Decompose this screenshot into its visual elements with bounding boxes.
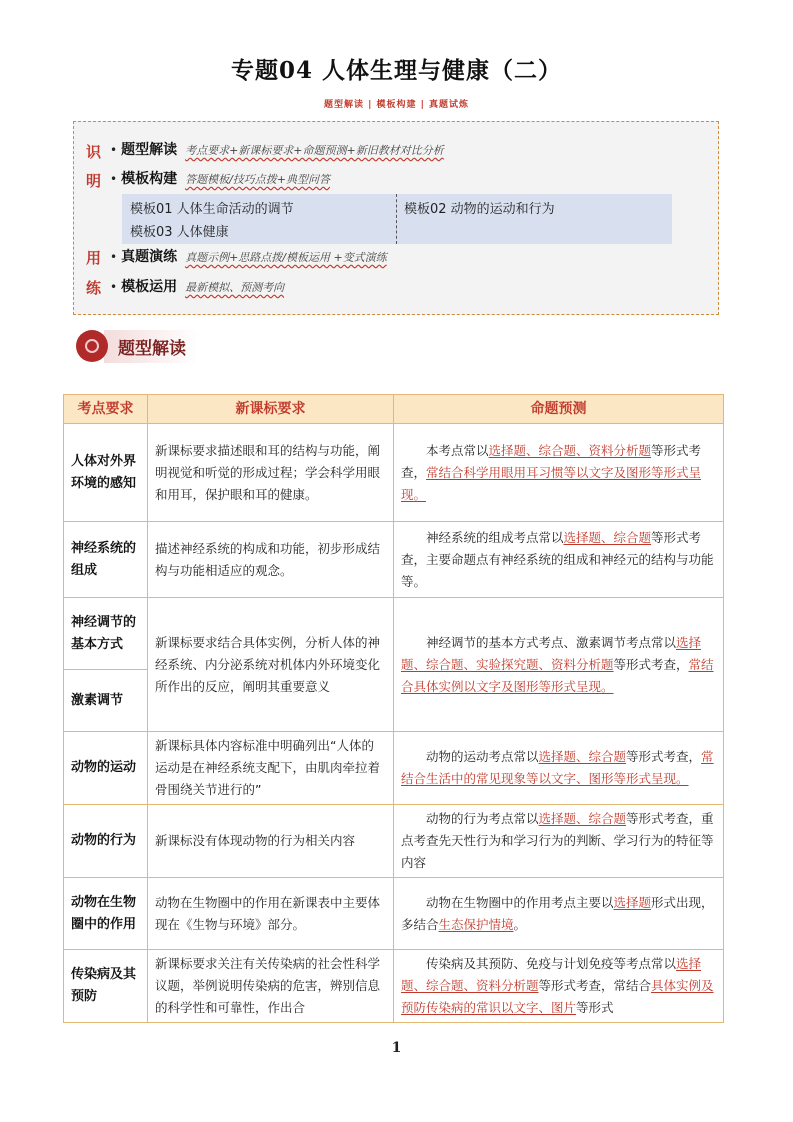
topic-cell: 激素调节 [64, 670, 148, 732]
table-row [64, 598, 724, 670]
prediction-cell [394, 878, 724, 950]
header-cell: 考点要求 [64, 395, 148, 424]
prediction-text: 等形式考查，主要命题点有神经系统的组成和神经元的结构与功能等。 [401, 529, 714, 589]
row-desc: 最新模拟、预测考向 [185, 281, 285, 294]
topic-cell: 动物的行为 [64, 805, 148, 878]
overview-row-3 [110, 246, 387, 266]
table-row [64, 732, 724, 805]
table-row [64, 522, 724, 598]
row-label: 真题演练 [121, 249, 178, 265]
bullet-icon: • [110, 143, 118, 157]
table-row [64, 878, 724, 950]
prediction-text: 等形式考查， [613, 656, 689, 672]
row-desc: 答题模板/技巧点拨+典型问答 [185, 173, 331, 186]
page-number: 1 [391, 1040, 402, 1056]
topic-cell: 神经系统的组成 [64, 522, 148, 598]
bullet-icon: • [110, 172, 118, 186]
prediction-text: 动物的运动考点常以 [426, 749, 539, 764]
highlight-text: 选择题、综合题、资料分析题 [401, 956, 702, 993]
side-char-1: 识 [86, 143, 102, 161]
requirement-cell: 动物在生物圈中的作用在新课表中主要体现在《生物与环境》部分。 [148, 878, 394, 950]
prediction-cell [394, 522, 724, 598]
row-label: 模板构建 [121, 171, 178, 187]
prediction-cell [394, 805, 724, 878]
topic-cell: 动物在生物圈中的作用 [64, 878, 148, 950]
highlight-text: 选择题 [613, 894, 652, 910]
highlight-text: 选择题、综合题 [563, 529, 652, 545]
prediction-cell [394, 950, 724, 1023]
table-header-row [64, 395, 724, 424]
topic-table [63, 394, 724, 1023]
template-item-1: 模板01 人体生命活动的调节 [130, 202, 294, 217]
prediction-text: 形式出现，多结合 [401, 894, 714, 932]
prediction-text: 动物的行为考点常以 [426, 811, 539, 826]
highlight-text: 常结合科学用眼用耳习惯等以文字及图形等形式呈现。 [401, 464, 702, 502]
section-banner-label: 题型解读 [104, 330, 198, 363]
prediction-text: 神经调节的基本方式考点、激素调节考点常以 [426, 634, 677, 650]
prediction-text: 动物在生物圈中的作用考点主要以 [426, 894, 614, 910]
overview-row-1 [110, 139, 444, 159]
table-row [64, 424, 724, 522]
prediction-cell [394, 424, 724, 522]
side-char-4: 练 [86, 279, 102, 297]
side-char-3: 用 [86, 249, 102, 267]
prediction-text: 等形式 [576, 1000, 614, 1015]
prediction-text: 神经系统的组成考点常以 [426, 529, 564, 545]
highlight-text: 具体实例及预防传染病的常识以文字、图片 [401, 978, 714, 1015]
prediction-text: 本考点常以 [426, 442, 489, 458]
overview-row-2 [110, 168, 330, 188]
template-item-3: 模板03 人体健康 [130, 225, 229, 240]
row-desc: 真题示例+思路点拨/模板运用 +变式演练 [185, 251, 387, 264]
header-cell: 命题预测 [394, 395, 724, 424]
prediction-text: 。 [513, 916, 527, 932]
highlight-text: 常结合生活中的常见现象等以文字、图形等形式呈现。 [401, 749, 714, 786]
requirement-cell: 新课标要求关注有关传染病的社会性科学议题，举例说明传染病的危害，辨别信息的科学性和可靠性，作出合 [148, 950, 394, 1023]
side-char-2: 明 [86, 172, 102, 190]
prediction-text: 等形式考查， [401, 442, 702, 480]
row-label: 题型解读 [121, 142, 178, 158]
requirement-cell: 新课标具体内容标准中明确列出“人体的运动是在神经系统支配下，由肌肉牵拉着骨围绕关节进行的” [148, 732, 394, 805]
highlight-text: 选择题、综合题、资料分析题 [488, 442, 652, 458]
row-desc: 考点要求+新课标要求+命题预测+新旧教材对比分析 [185, 144, 444, 157]
template-divider [396, 194, 397, 244]
highlight-text: 选择题、综合题、实验探究题、资料分析题 [401, 634, 702, 672]
page-title: 专题04 人体生理与健康（二） [230, 57, 562, 84]
row-label: 模板运用 [121, 279, 178, 295]
topic-cell: 传染病及其预防 [64, 950, 148, 1023]
prediction-text: 等形式考查，常结合 [538, 978, 652, 993]
page-subtitle: 题型解读 | 模板构建 | 真题试炼 [323, 100, 470, 110]
topic-cell: 动物的运动 [64, 732, 148, 805]
prediction-text: 等形式考查， [626, 749, 702, 764]
requirement-cell: 描述神经系统的构成和功能，初步形成结构与功能相适应的观念。 [148, 522, 394, 598]
topic-cell: 人体对外界环境的感知 [64, 424, 148, 522]
highlight-text: 常结合具体实例以文字及图形等形式呈现。 [401, 656, 714, 694]
requirement-cell: 新课标要求结合具体实例，分析人体的神经系统、内分泌系统对机体内外环境变化所作出的反应，阐明其重要意义 [148, 598, 394, 732]
prediction-cell [394, 732, 724, 805]
highlight-text: 选择题、综合题 [538, 811, 627, 826]
prediction-text: 等形式考查，重点考查先天性行为和学习行为的判断、学习行为的特征等内容 [401, 811, 714, 870]
requirement-cell: 新课标没有体现动物的行为相关内容 [148, 805, 394, 878]
overview-box [73, 121, 719, 315]
badge-icon [76, 330, 108, 362]
prediction-cell [394, 598, 724, 732]
table-row [64, 950, 724, 1023]
template-list [122, 194, 672, 244]
topic-cell: 神经调节的基本方式 [64, 598, 148, 670]
highlight-text: 选择题、综合题 [538, 749, 627, 764]
section-banner [76, 328, 198, 364]
bullet-icon: • [110, 280, 118, 294]
requirement-cell: 新课标要求描述眼和耳的结构与功能，阐明视觉和听觉的形成过程；学会科学用眼和用耳，保护眼和耳的健康。 [148, 424, 394, 522]
bullet-icon: • [110, 250, 118, 264]
table-row [64, 805, 724, 878]
highlight-text: 生态保护情境 [438, 916, 514, 932]
template-item-2: 模板02 动物的运动和行为 [404, 202, 555, 217]
overview-row-4 [110, 276, 284, 296]
prediction-text: 传染病及其预防、免疫与计划免疫等考点常以 [426, 956, 677, 971]
header-cell: 新课标要求 [148, 395, 394, 424]
